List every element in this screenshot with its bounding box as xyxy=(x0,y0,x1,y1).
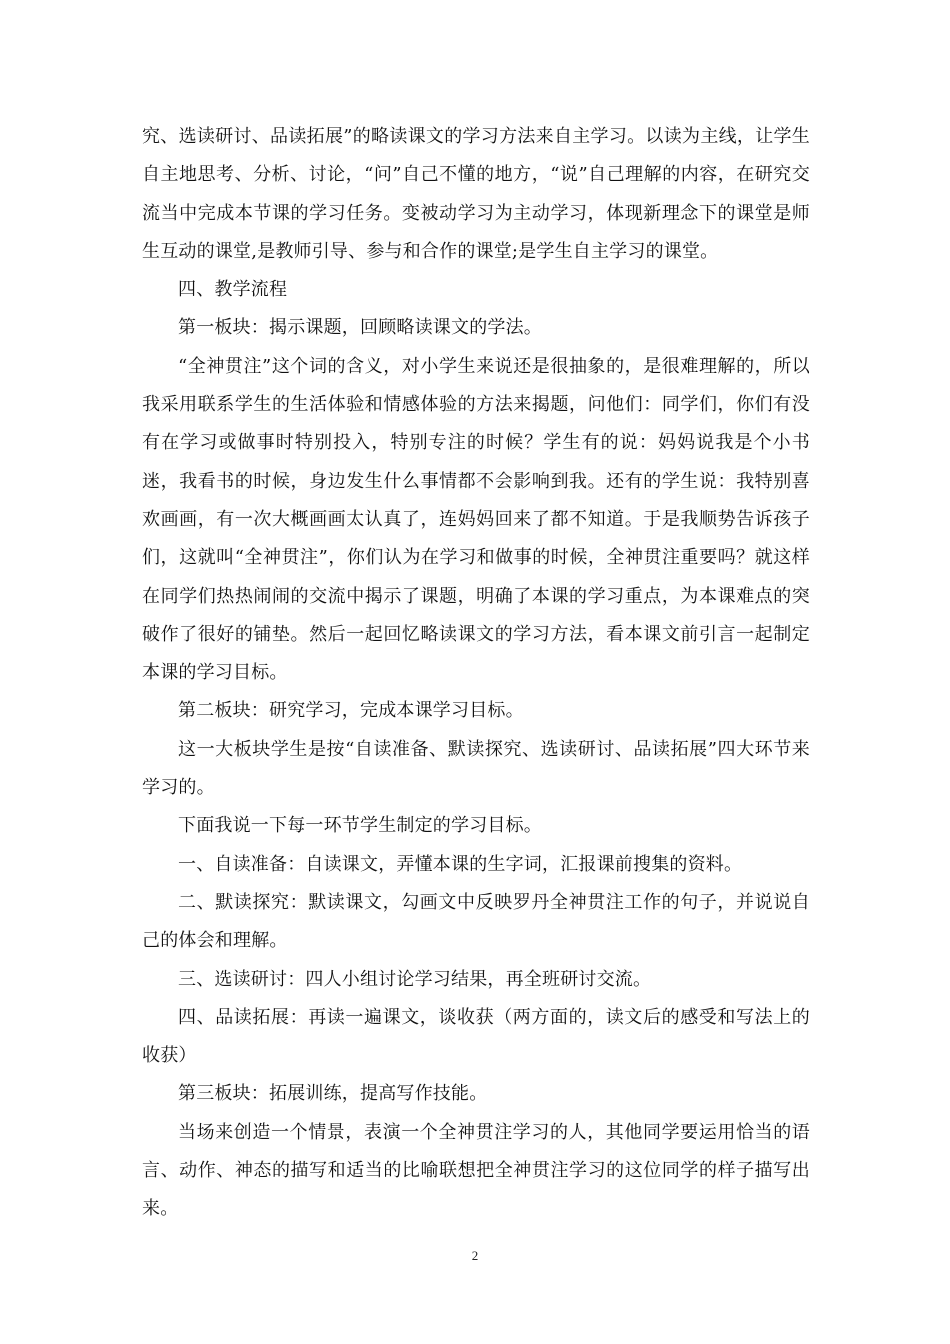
paragraph-block-two-intro: 这一大板块学生是按“自读准备、默读探究、选读研讨、品读拓展”四大环节来学习的。 xyxy=(142,738,810,799)
goal-item-4: 四、品读拓展：再读一遍课文，谈收获（两方面的，读文后的感受和写法上的收获） xyxy=(142,1006,810,1067)
paragraph-block-three-body: 当场来创造一个情景，表演一个全神贯注学习的人，其他同学要运用恰当的语言、动作、神态的描写和适当的比喻联想把全神贯注学习的这位同学的样子描写出来。 xyxy=(142,1121,810,1220)
goal-item-1: 一、自读准备：自读课文，弄懂本课的生字词，汇报课前搜集的资料。 xyxy=(178,853,743,875)
paragraph-goals-intro: 下面我说一下每一环节学生制定的学习目标。 xyxy=(178,815,542,837)
section-heading-teaching-process: 四、教学流程 xyxy=(178,279,288,301)
goal-item-3: 三、选读研讨：四人小组讨论学习结果，再全班研讨交流。 xyxy=(178,968,652,990)
document-body xyxy=(142,118,810,1229)
block-two-heading: 第二板块：研究学习，完成本课学习目标。 xyxy=(178,700,524,722)
paragraph-1: 究、选读研讨、品读拓展”的略读课文的学习方法来自主学习。以读为主线，让学生自主地思考、分析、讨论，“问”自己不懂的地方，“说”自己理解的内容，在研究交流当中完成本节课的学习任务。变被动学习为主动学习，体现新理念下的课堂是师生互动的课堂,是教师引导、参与和合作的课堂;是学生自主学习的课堂。 xyxy=(142,126,810,262)
block-three-heading: 第三板块：拓展训练，提高写作技能。 xyxy=(178,1083,488,1105)
goal-item-2: 二、默读探究：默读课文，勾画文中反映罗丹全神贯注工作的句子，并说说自己的体会和理解。 xyxy=(142,891,810,952)
page-number: 2 xyxy=(471,1248,479,1263)
paragraph-block-one-body: “全神贯注”这个词的含义，对小学生来说还是很抽象的，是很难理解的，所以我采用联系学生的生活体验和情感体验的方法来揭题，问他们：同学们，你们有没有在学习或做事时特别投入，特别专注的时候？学生有的说：妈妈说我是个小书迷，我看书的时候，身边发生什么事情都不会影响到我。还有的学生说：我特别喜欢画画，有一次大概画画太认真了，连妈妈回来了都不知道。于是我顺势告诉孩子们，这就叫“全神贯注”，你们认为在学习和做事的时候，全神贯注重要吗？就这样在同学们热热闹闹的交流中揭示了课题，明确了本课的学习重点，为本课难点的突破作了很好的铺垫。然后一起回忆略读课文的学习方法，看本课文前引言一起制定本课的学习目标。 xyxy=(142,355,810,684)
block-one-heading: 第一板块：揭示课题，回顾略读课文的学法。 xyxy=(178,317,542,339)
